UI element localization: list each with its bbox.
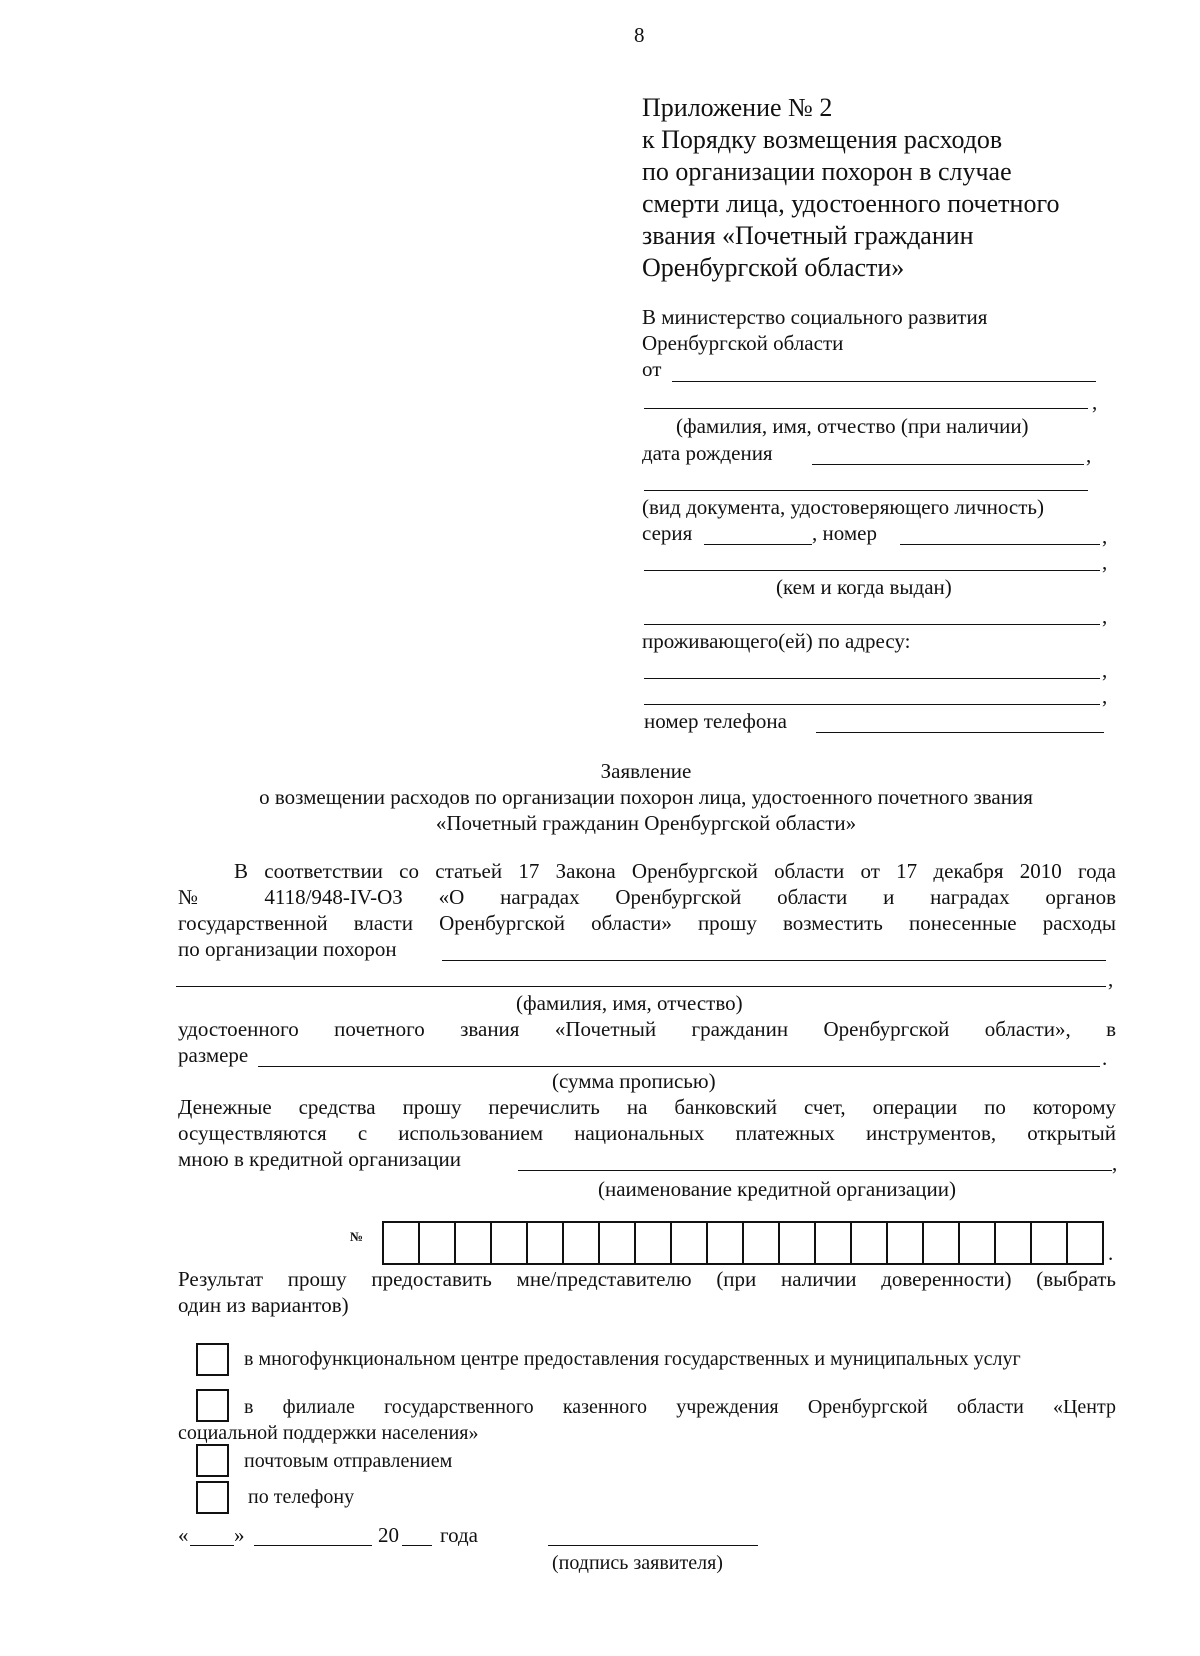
fio-caption: (фамилия, имя, отчество (при наличии): [676, 414, 1029, 438]
date-year-field[interactable]: [402, 1545, 432, 1546]
phone-field[interactable]: [816, 732, 1104, 733]
appendix-line: к Порядку возмещения расходов: [642, 125, 1003, 154]
paragraph-line: № 4118/948-IV-ОЗ «О наградах Оренбургской области и наградах органов: [178, 885, 1116, 909]
deceased-name-field-2[interactable]: [176, 986, 1106, 987]
date-day-field[interactable]: [190, 1545, 234, 1546]
paragraph-line: осуществляются с использованием национальных платежных инструментов, открытый: [178, 1121, 1116, 1145]
account-number-label: №: [350, 1229, 364, 1244]
residing-label: проживающего(ей) по адресу:: [642, 629, 911, 653]
deceased-fio-caption: (фамилия, имя, отчество): [516, 991, 743, 1015]
bank-name-field[interactable]: [518, 1170, 1112, 1171]
option-branch-label: в филиале государственного казенного учреждения Оренбургской области «Центр: [244, 1396, 1116, 1418]
paragraph-line: мною в кредитной организации: [178, 1147, 461, 1171]
option-post-checkbox[interactable]: [196, 1444, 229, 1477]
addressee-region: Оренбургской области: [642, 331, 844, 355]
account-digit-cell[interactable]: [672, 1223, 708, 1263]
account-digit-cell[interactable]: [996, 1223, 1032, 1263]
account-digit-cell[interactable]: [1068, 1223, 1104, 1263]
appendix-title: Приложение № 2: [642, 93, 833, 122]
paragraph-line: В соответствии со статьей 17 Закона Оренбургской области от 17 декабря 2010 года: [234, 859, 1116, 883]
appendix-line: звания «Почетный гражданин: [642, 221, 974, 250]
number-field[interactable]: [900, 544, 1100, 545]
account-digit-cell[interactable]: [636, 1223, 672, 1263]
account-digit-cell[interactable]: [816, 1223, 852, 1263]
account-digit-cell[interactable]: [384, 1223, 420, 1263]
amount-field[interactable]: [258, 1066, 1100, 1067]
account-digit-cell[interactable]: [528, 1223, 564, 1263]
option-mfc-label: в многофункциональном центре предоставления государственных и муниципальных услуг: [244, 1348, 1021, 1370]
option-mfc-checkbox[interactable]: [196, 1343, 229, 1376]
account-digit-cell[interactable]: [600, 1223, 636, 1263]
sum-caption: (сумма прописью): [552, 1069, 716, 1093]
address-field[interactable]: [644, 678, 1100, 679]
issued-by-field[interactable]: [644, 570, 1100, 571]
paragraph-line: по организации похорон: [178, 937, 397, 961]
paragraph-line: удостоенного почетного звания «Почетный гражданин Оренбургской области», в: [178, 1017, 1116, 1041]
date-close-quote: »: [234, 1523, 245, 1547]
statement-title: Заявление: [600, 759, 692, 783]
account-digit-cell[interactable]: [456, 1223, 492, 1263]
amount-label: размере: [178, 1043, 249, 1067]
addressee-ministry: В министерство социального развития: [642, 305, 988, 329]
account-number-grid: [382, 1221, 1104, 1265]
date-open-quote: «: [178, 1523, 189, 1547]
option-branch-label-2: социальной поддержки населения»: [178, 1422, 479, 1444]
account-digit-cell[interactable]: [744, 1223, 780, 1263]
account-digit-cell[interactable]: [852, 1223, 888, 1263]
birth-date-label: дата рождения: [642, 441, 773, 465]
account-digit-cell[interactable]: [708, 1223, 744, 1263]
option-phone-checkbox[interactable]: [196, 1481, 229, 1514]
year-prefix: 20: [378, 1523, 399, 1547]
series-label: серия: [642, 521, 693, 545]
option-branch-checkbox[interactable]: [196, 1389, 229, 1422]
appendix-line: по организации похорон в случае: [642, 157, 1012, 186]
account-digit-cell[interactable]: [1032, 1223, 1068, 1263]
account-digit-cell[interactable]: [924, 1223, 960, 1263]
appendix-line: смерти лица, удостоенного почетного: [642, 189, 1060, 218]
deceased-name-field[interactable]: [442, 960, 1106, 961]
paragraph-line: Результат прошу предоставить мне/представителю (при наличии доверенности) (выбрать: [178, 1267, 1116, 1291]
paragraph-line: один из вариантов): [178, 1293, 349, 1317]
year-suffix: года: [440, 1523, 478, 1547]
number-label: , номер: [812, 521, 877, 545]
issued-by-field-2[interactable]: [644, 624, 1100, 625]
signature-caption: (подпись заявителя): [552, 1552, 723, 1574]
account-digit-cell[interactable]: [780, 1223, 816, 1263]
paragraph-line: государственной власти Оренбургской области» прошу возместить понесенные расходы: [178, 911, 1116, 935]
statement-subtitle-2: «Почетный гражданин Оренбургской области»: [435, 811, 857, 835]
from-name-line[interactable]: [672, 381, 1096, 382]
option-post-label: почтовым отправлением: [244, 1450, 453, 1472]
issued-caption: (кем и когда выдан): [776, 575, 952, 599]
series-field[interactable]: [704, 544, 812, 545]
account-digit-cell[interactable]: [564, 1223, 600, 1263]
account-digit-cell[interactable]: [492, 1223, 528, 1263]
bank-caption: (наименование кредитной организации): [598, 1177, 956, 1201]
phone-label: номер телефона: [644, 709, 787, 733]
account-digit-cell[interactable]: [960, 1223, 996, 1263]
document-page: 8 Приложение № 2 к Порядку возмещения расходов по организации похорон в случае смерти лица, удостоенного почетного звания «Почетный гражданин Оренбургской области» В министерство социального развития Оренбургской области от , (фамилия, имя, отчество (при наличии) дата рождения , (вид документа, удостоверяющего личность) серия , номер , , (кем и когда выдан) , проживающего(ей) по адресу: , , номер телефона Заявление о возмещении расходов по организации похорон лица, удостоенного почетного звания «Почетный гражданин Оренбургской области» В соответствии со статьей 17 Закона Оренбургской области от 17 декабря 2010 года № 4118/948-IV-ОЗ «О наградах Оренбургской области и наградах органов государственной власти Оренбургской области» прошу возместить понесенные расходы по организации похорон , (фамилия, имя, отчество) удостоенного почетного звания «Почетный гражданин Оренбургской области», в размере . (сумма прописью) Денежные средства прошу перечислить на банковский счет, операции по которому осуществляются с использованием национальных платежных инструментов, открытый мною в кредитной организации , (наименование кредитной организации) № . Результат прошу предоставить мне/представителю (при наличии доверенности) (выбрать один из вариантов) в многофункциональном центре предоставления государственных и муниципальных услуг в филиале государственного казенного учреждения Оренбургской области «Центр социальной поддержки населения» почтовым отправлением по телефону « » 20 года (подпись заявителя): [0, 0, 1200, 1656]
id-document-field[interactable]: [644, 490, 1088, 491]
from-name-line-2[interactable]: [644, 408, 1088, 409]
from-label: от: [642, 357, 662, 381]
signature-field[interactable]: [548, 1545, 758, 1546]
birth-date-field[interactable]: [812, 464, 1084, 465]
option-phone-label: по телефону: [248, 1486, 355, 1508]
page-number: 8: [634, 23, 645, 47]
address-field-2[interactable]: [644, 704, 1100, 705]
statement-subtitle: о возмещении расходов по организации похорон лица, удостоенного почетного звания: [259, 785, 1033, 809]
paragraph-line: Денежные средства прошу перечислить на банковский счет, операции по которому: [178, 1095, 1116, 1119]
account-digit-cell[interactable]: [420, 1223, 456, 1263]
id-doc-caption: (вид документа, удостоверяющего личность): [642, 495, 1045, 519]
account-digit-cell[interactable]: [888, 1223, 924, 1263]
date-month-field[interactable]: [254, 1545, 372, 1546]
appendix-line: Оренбургской области»: [642, 253, 905, 282]
